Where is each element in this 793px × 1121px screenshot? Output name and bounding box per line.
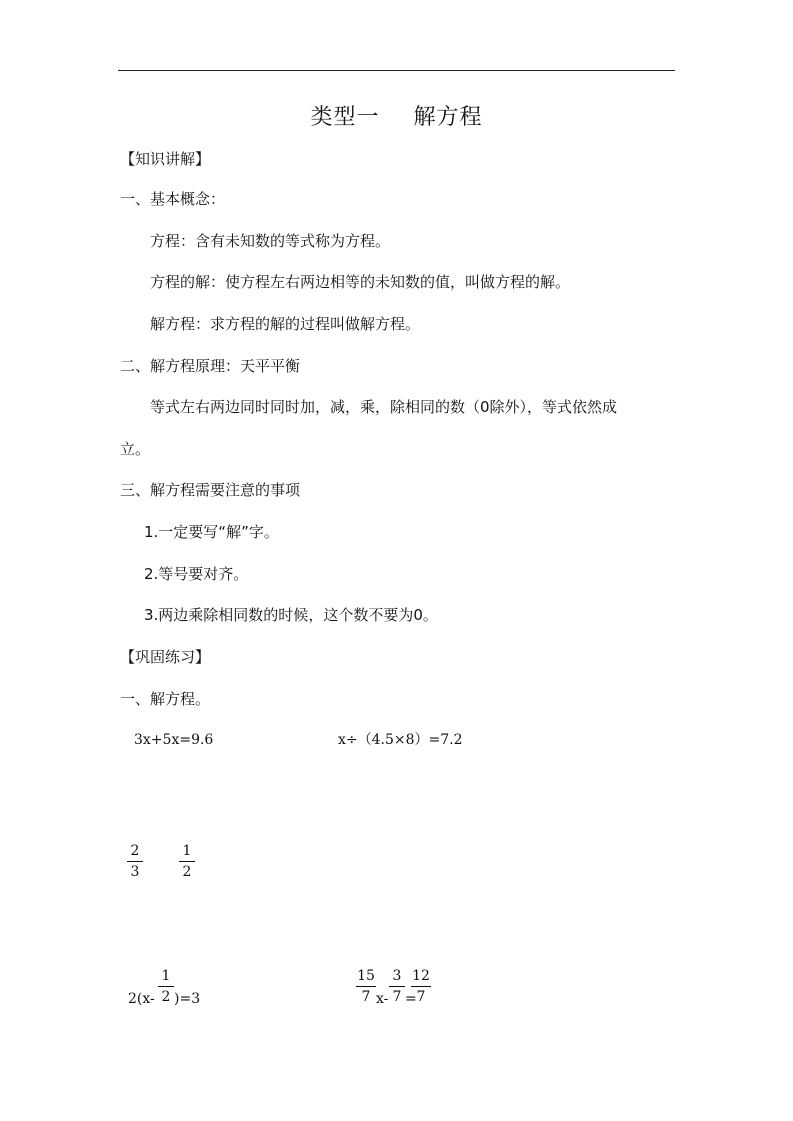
practice-header: 【巩固练习】: [120, 648, 211, 666]
title-part2: 解方程: [413, 105, 483, 130]
section2-paragraph-line1: 等式左右两边同时同时加，减，乘，除相同的数（0除外），等式依然成: [150, 398, 618, 416]
note-item-2: 2.等号要对齐。: [144, 565, 249, 583]
section2-heading: 二、解方程原理：天平平衡: [120, 357, 301, 375]
equation-4-mid: x-: [376, 991, 389, 1007]
fraction-one-half: 1 2: [179, 842, 195, 881]
equation-4-equals: =: [405, 991, 417, 1007]
practice-heading: 一、解方程。: [120, 690, 211, 708]
note-item-1: 1.一定要写“解”字。: [144, 523, 279, 541]
title-part1: 类型一: [310, 105, 380, 130]
note-item-3: 3.两边乘除相同数的时候，这个数不要为0。: [144, 606, 438, 624]
knowledge-header: 【知识讲解】: [120, 150, 211, 168]
equation-4-fraction-3: 12 7: [412, 968, 430, 1005]
equation-2: x÷（4.5×8）=7.2: [338, 732, 463, 748]
equation-3-suffix: )=3: [174, 991, 201, 1007]
header-rule: [118, 70, 675, 71]
definition-equation: 方程：含有未知数的等式称为方程。: [150, 232, 391, 250]
definition-solution: 方程的解：使方程左右两边相等的未知数的值，叫做方程的解。: [150, 273, 571, 291]
definition-solving: 解方程：求方程的解的过程叫做解方程。: [150, 315, 421, 333]
fraction-two-thirds: 2 3: [127, 842, 143, 881]
section1-heading: 一、基本概念：: [120, 190, 226, 208]
equation-3-prefix: 2(x-: [128, 991, 155, 1007]
equation-4-fraction-1: 15 7: [357, 968, 375, 1005]
page-title: [0, 104, 793, 132]
equation-3-fraction: 1 2: [158, 967, 174, 1006]
section2-paragraph-line2: 立。: [120, 440, 151, 458]
equation-1: 3x+5x=9.6: [134, 732, 214, 748]
equation-4-fraction-2: 3 7: [389, 967, 405, 1006]
section3-heading: 三、解方程需要注意的事项: [120, 481, 301, 499]
